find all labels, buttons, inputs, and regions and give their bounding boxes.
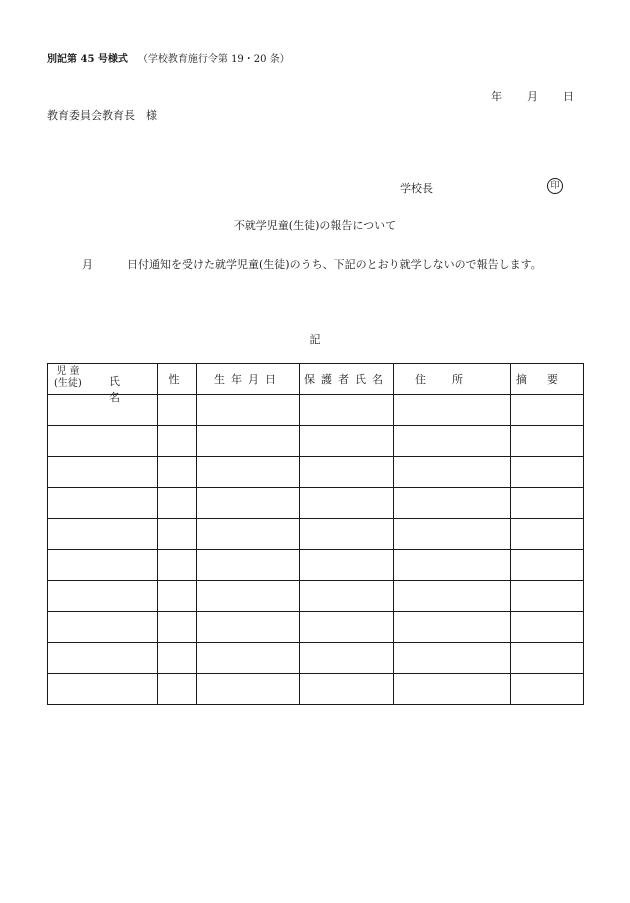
- cell-remarks[interactable]: [511, 643, 584, 674]
- cell-remarks[interactable]: [511, 550, 584, 581]
- cell-name[interactable]: [48, 550, 158, 581]
- cell-guardian[interactable]: [300, 612, 394, 643]
- header-address: 住所: [394, 364, 511, 395]
- cell-remarks[interactable]: [511, 395, 584, 426]
- header-name-prefix-bottom: (生徒): [54, 378, 82, 389]
- cell-address[interactable]: [394, 426, 511, 457]
- header-remarks: 摘要: [511, 364, 584, 395]
- cell-name[interactable]: [48, 643, 158, 674]
- table-row: [48, 581, 584, 612]
- cell-birthdate[interactable]: [197, 457, 300, 488]
- date-month-label: 月: [527, 90, 538, 103]
- cell-birthdate[interactable]: [197, 395, 300, 426]
- table-row: [48, 643, 584, 674]
- table-row: [48, 550, 584, 581]
- cell-birthdate[interactable]: [197, 612, 300, 643]
- body-month-label: 月: [82, 258, 93, 271]
- cell-remarks[interactable]: [511, 674, 584, 705]
- header-name-prefix-top: 児 童: [56, 366, 80, 377]
- form-number: [47, 50, 290, 65]
- cell-address[interactable]: [394, 581, 511, 612]
- cell-address[interactable]: [394, 457, 511, 488]
- cell-gender[interactable]: [158, 581, 197, 612]
- form-number-label: 別記第 45 号様式: [47, 54, 128, 65]
- cell-gender[interactable]: [158, 488, 197, 519]
- header-name: [48, 364, 158, 404]
- cell-address[interactable]: [394, 395, 511, 426]
- table-row: [48, 488, 584, 519]
- cell-address[interactable]: [394, 612, 511, 643]
- date-day-label: 日: [563, 90, 574, 103]
- cell-remarks[interactable]: [511, 457, 584, 488]
- cell-gender[interactable]: [158, 426, 197, 457]
- cell-guardian[interactable]: [300, 519, 394, 550]
- table-header-row: [48, 364, 584, 395]
- cell-gender[interactable]: [158, 612, 197, 643]
- student-table: [47, 363, 584, 705]
- cell-guardian[interactable]: [300, 457, 394, 488]
- cell-gender[interactable]: [158, 395, 197, 426]
- cell-birthdate[interactable]: [197, 581, 300, 612]
- table-row: [48, 426, 584, 457]
- table-row: [48, 519, 584, 550]
- cell-address[interactable]: [394, 643, 511, 674]
- cell-gender[interactable]: [158, 643, 197, 674]
- cell-address[interactable]: [394, 519, 511, 550]
- cell-guardian[interactable]: [300, 395, 394, 426]
- cell-birthdate[interactable]: [197, 426, 300, 457]
- cell-remarks[interactable]: [511, 488, 584, 519]
- document-subject: 不就学児童(生徒)の報告について: [233, 219, 397, 232]
- form-legal-reference: （学校教育施行令第 19・20 条）: [137, 54, 290, 65]
- table-row: [48, 612, 584, 643]
- date-year-label: 年: [491, 90, 502, 103]
- cell-name[interactable]: [48, 674, 158, 705]
- cell-remarks[interactable]: [511, 519, 584, 550]
- header-gender: 性: [158, 364, 197, 395]
- header-birthdate: 生年月日: [197, 364, 300, 395]
- cell-guardian[interactable]: [300, 426, 394, 457]
- cell-birthdate[interactable]: [197, 519, 300, 550]
- header-name-prefix: [54, 366, 82, 390]
- cell-name[interactable]: [48, 426, 158, 457]
- cell-gender[interactable]: [158, 519, 197, 550]
- cell-address[interactable]: [394, 550, 511, 581]
- cell-guardian[interactable]: [300, 488, 394, 519]
- cell-remarks[interactable]: [511, 426, 584, 457]
- cell-guardian[interactable]: [300, 674, 394, 705]
- table-row: [48, 457, 584, 488]
- cell-birthdate[interactable]: [197, 643, 300, 674]
- cell-address[interactable]: [394, 488, 511, 519]
- cell-guardian[interactable]: [300, 550, 394, 581]
- header-guardian: 保護者氏名: [300, 364, 394, 395]
- seal-mark: 印: [547, 178, 563, 194]
- cell-birthdate[interactable]: [197, 674, 300, 705]
- cell-name[interactable]: [48, 612, 158, 643]
- cell-guardian[interactable]: [300, 581, 394, 612]
- cell-gender[interactable]: [158, 550, 197, 581]
- ki-heading: 記: [309, 333, 321, 346]
- cell-name[interactable]: [48, 488, 158, 519]
- recipient-line: 教育委員会教育長 様: [47, 109, 157, 122]
- body-text: 日付通知を受けた就学児童(生徒)のうち、下記のとおり就学しないので報告します。: [127, 258, 542, 271]
- cell-gender[interactable]: [158, 457, 197, 488]
- cell-name[interactable]: [48, 519, 158, 550]
- cell-name[interactable]: [48, 457, 158, 488]
- cell-remarks[interactable]: [511, 581, 584, 612]
- cell-birthdate[interactable]: [197, 488, 300, 519]
- principal-label: 学校長: [400, 182, 433, 195]
- cell-name[interactable]: [48, 581, 158, 612]
- cell-remarks[interactable]: [511, 612, 584, 643]
- table-row: [48, 674, 584, 705]
- cell-birthdate[interactable]: [197, 550, 300, 581]
- header-name-label: 氏名: [109, 375, 144, 404]
- cell-guardian[interactable]: [300, 643, 394, 674]
- cell-address[interactable]: [394, 674, 511, 705]
- cell-gender[interactable]: [158, 674, 197, 705]
